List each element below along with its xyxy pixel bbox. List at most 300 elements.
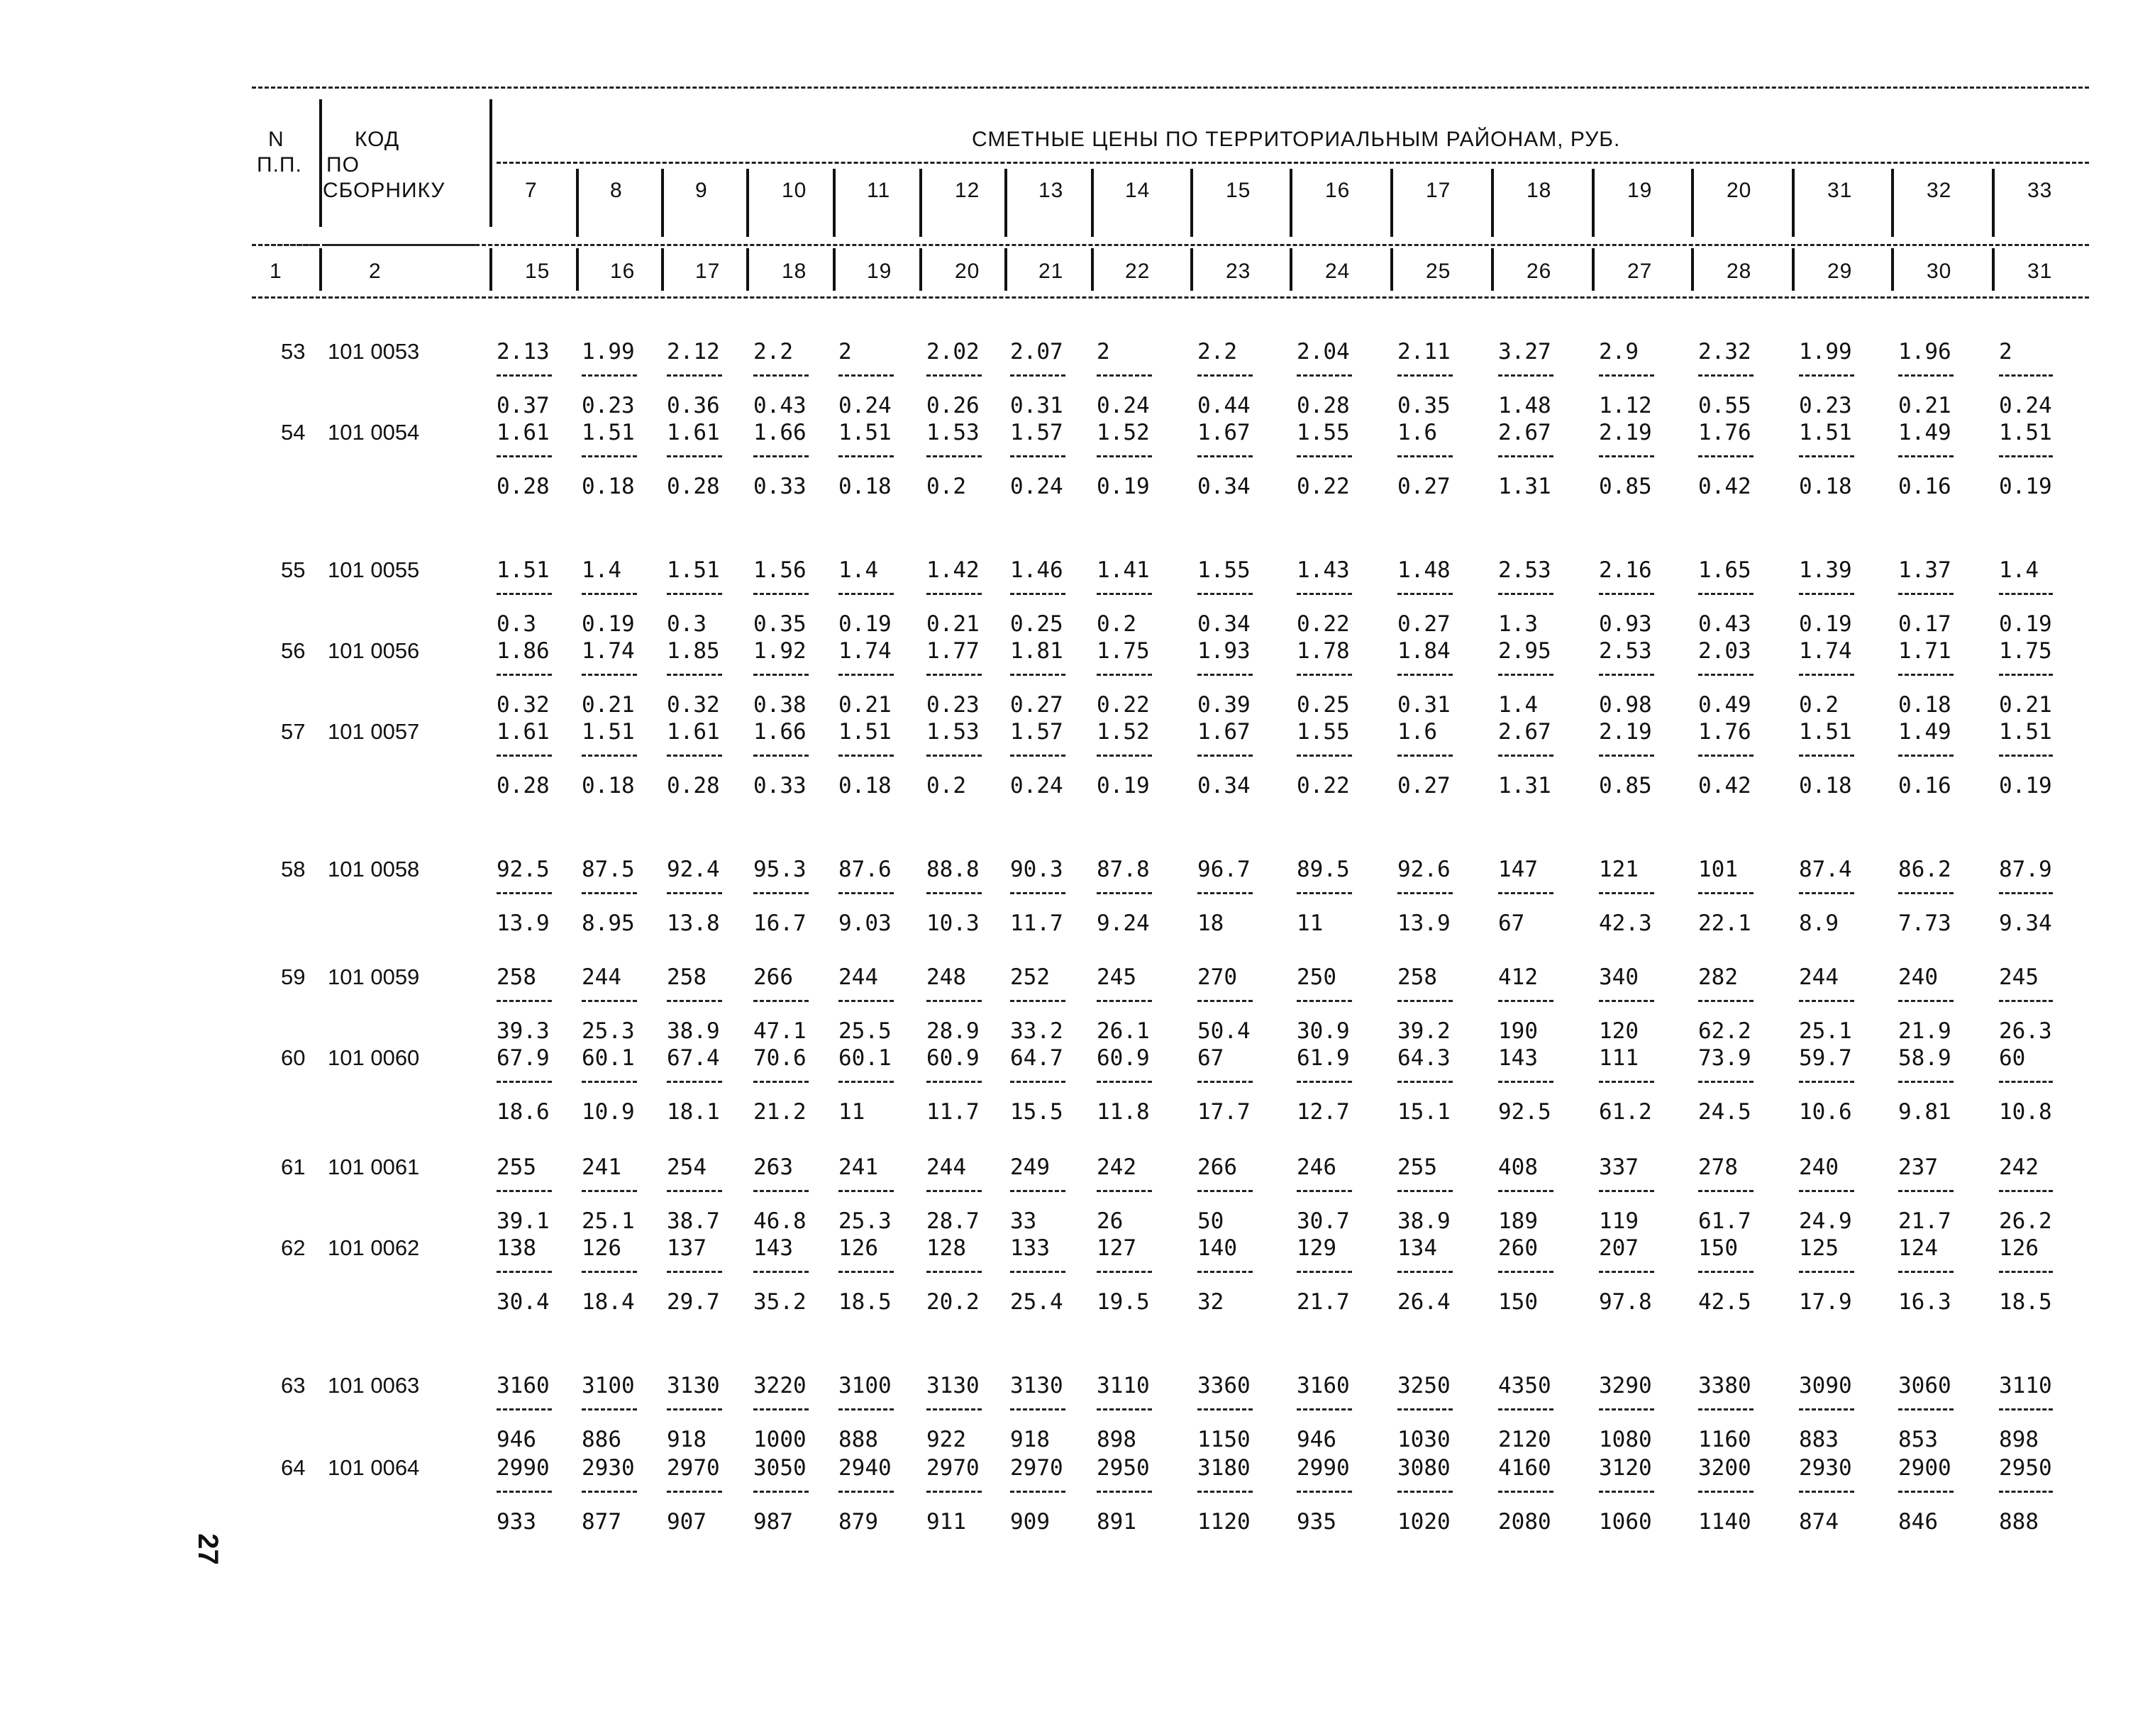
column-divider bbox=[1691, 248, 1694, 291]
index-label: 19 bbox=[867, 260, 892, 283]
price-value: 46.8 bbox=[753, 1208, 807, 1234]
index-label: 28 bbox=[1727, 260, 1752, 283]
index-label: 26 bbox=[1527, 260, 1552, 283]
price-value: 244 bbox=[1799, 964, 1839, 990]
price-value: 7.73 bbox=[1898, 911, 1951, 936]
price-value: 25.5 bbox=[838, 1018, 892, 1044]
price-value: 3130 bbox=[926, 1373, 980, 1398]
row-number: 54 bbox=[281, 420, 306, 445]
price-value: 898 bbox=[1097, 1427, 1136, 1452]
fraction-line bbox=[497, 1081, 552, 1083]
fraction-line bbox=[1010, 593, 1065, 595]
price-value: 0.31 bbox=[1397, 692, 1451, 718]
price-value: 67.4 bbox=[667, 1045, 720, 1071]
fraction-line bbox=[1898, 1408, 1954, 1410]
price-value: 408 bbox=[1498, 1154, 1538, 1180]
price-value: 38.9 bbox=[667, 1018, 720, 1044]
fraction-line bbox=[1010, 674, 1065, 676]
price-value: 340 bbox=[1599, 964, 1639, 990]
fraction-line bbox=[1297, 1408, 1352, 1410]
index-label: 21 bbox=[1038, 260, 1064, 283]
price-value: 1.67 bbox=[1197, 719, 1251, 745]
column-divider bbox=[1592, 169, 1595, 237]
fraction-line bbox=[1698, 1408, 1754, 1410]
fraction-line bbox=[1498, 593, 1553, 595]
price-value: 3060 bbox=[1898, 1373, 1951, 1398]
row-number: 64 bbox=[281, 1455, 306, 1480]
fraction-line bbox=[1698, 374, 1754, 377]
price-value: 0.2 bbox=[1097, 611, 1136, 637]
column-divider bbox=[833, 169, 836, 237]
price-value: 2.11 bbox=[1397, 339, 1451, 365]
price-value: 1.99 bbox=[1799, 339, 1852, 365]
price-value: 1.51 bbox=[497, 557, 550, 583]
price-value: 891 bbox=[1097, 1509, 1136, 1535]
price-value: 240 bbox=[1898, 964, 1938, 990]
price-value: 260 bbox=[1498, 1235, 1538, 1261]
column-pp-label: П.П. bbox=[257, 153, 302, 177]
price-value: 1.76 bbox=[1698, 719, 1751, 745]
price-value: 0.32 bbox=[497, 692, 550, 718]
fraction-line bbox=[582, 1081, 637, 1083]
fraction-line bbox=[1698, 755, 1754, 757]
fraction-line bbox=[497, 755, 552, 757]
price-value: 242 bbox=[1999, 1154, 2039, 1180]
price-value: 0.24 bbox=[1010, 773, 1063, 799]
fraction-line bbox=[1097, 1491, 1152, 1493]
fraction-line bbox=[1498, 674, 1553, 676]
price-value: 20.2 bbox=[926, 1289, 980, 1315]
price-value: 242 bbox=[1097, 1154, 1136, 1180]
fraction-line bbox=[1097, 1190, 1152, 1192]
price-value: 4160 bbox=[1498, 1455, 1551, 1481]
price-value: 26.4 bbox=[1397, 1289, 1451, 1315]
fraction-line bbox=[1097, 674, 1152, 676]
price-value: 0.24 bbox=[838, 393, 892, 418]
price-value: 3220 bbox=[753, 1373, 807, 1398]
price-value: 877 bbox=[582, 1509, 621, 1535]
index-label: 20 bbox=[955, 260, 980, 283]
price-value: 19.5 bbox=[1097, 1289, 1150, 1315]
fraction-line bbox=[1498, 755, 1553, 757]
price-value: 244 bbox=[838, 964, 878, 990]
fraction-line bbox=[667, 1000, 722, 1002]
price-value: 886 bbox=[582, 1427, 621, 1452]
column-divider bbox=[1390, 169, 1393, 237]
price-value: 2 bbox=[1097, 339, 1110, 365]
price-value: 3180 bbox=[1197, 1455, 1251, 1481]
price-value: 4350 bbox=[1498, 1373, 1551, 1398]
column-divider bbox=[576, 248, 579, 291]
price-value: 0.16 bbox=[1898, 773, 1951, 799]
price-value: 11.7 bbox=[1010, 911, 1063, 936]
fraction-line bbox=[497, 892, 552, 894]
fraction-line bbox=[1197, 674, 1253, 676]
price-value: 0.18 bbox=[838, 474, 892, 499]
fraction-line bbox=[1297, 1081, 1352, 1083]
price-value: 92.6 bbox=[1397, 857, 1451, 882]
fraction-line bbox=[1297, 1271, 1352, 1273]
price-value: 2.19 bbox=[1599, 420, 1652, 445]
region-label: 16 bbox=[1325, 179, 1351, 202]
price-value: 147 bbox=[1498, 857, 1538, 882]
price-value: 1.48 bbox=[1397, 557, 1451, 583]
price-value: 137 bbox=[667, 1235, 707, 1261]
fraction-line bbox=[926, 674, 982, 676]
fraction-line bbox=[838, 1000, 894, 1002]
region-label: 31 bbox=[1827, 179, 1853, 202]
price-value: 121 bbox=[1599, 857, 1639, 882]
fraction-line bbox=[497, 1491, 552, 1493]
column-divider bbox=[746, 248, 749, 291]
row-number: 53 bbox=[281, 339, 306, 364]
fraction-line bbox=[1297, 1000, 1352, 1002]
region-label: 15 bbox=[1226, 179, 1251, 202]
price-value: 126 bbox=[582, 1235, 621, 1261]
price-value: 0.21 bbox=[926, 611, 980, 637]
fraction-line bbox=[1898, 1190, 1954, 1192]
price-value: 0.18 bbox=[582, 474, 635, 499]
price-value: 33.2 bbox=[1010, 1018, 1063, 1044]
column-divider bbox=[1004, 169, 1007, 237]
price-value: 89.5 bbox=[1297, 857, 1350, 882]
region-label: 20 bbox=[1727, 179, 1752, 202]
region-label: 19 bbox=[1627, 179, 1653, 202]
price-value: 0.21 bbox=[582, 692, 635, 718]
fraction-line bbox=[1397, 1408, 1453, 1410]
fraction-line bbox=[1297, 755, 1352, 757]
region-label: 18 bbox=[1527, 179, 1552, 202]
row-code: 101 0063 bbox=[328, 1373, 420, 1398]
price-value: 2990 bbox=[497, 1455, 550, 1481]
price-value: 1.31 bbox=[1498, 773, 1551, 799]
fraction-line bbox=[582, 593, 637, 595]
row-code: 101 0061 bbox=[328, 1154, 420, 1179]
fraction-line bbox=[1197, 374, 1253, 377]
price-value: 17.9 bbox=[1799, 1289, 1852, 1315]
fraction-line bbox=[926, 1000, 982, 1002]
price-value: 0.28 bbox=[1297, 393, 1350, 418]
price-value: 1.48 bbox=[1498, 393, 1551, 418]
price-value: 1.61 bbox=[667, 719, 720, 745]
price-value: 28.9 bbox=[926, 1018, 980, 1044]
price-value: 11.8 bbox=[1097, 1099, 1150, 1125]
price-value: 883 bbox=[1799, 1427, 1839, 1452]
row-number: 62 bbox=[281, 1235, 306, 1260]
price-value: 111 bbox=[1599, 1045, 1639, 1071]
fraction-line bbox=[582, 1271, 637, 1273]
price-value: 255 bbox=[497, 1154, 536, 1180]
fraction-line bbox=[1498, 1271, 1553, 1273]
price-value: 0.43 bbox=[753, 393, 807, 418]
price-value: 9.24 bbox=[1097, 911, 1150, 936]
price-value: 18.5 bbox=[1999, 1289, 2052, 1315]
fraction-line bbox=[926, 892, 982, 894]
price-value: 1.52 bbox=[1097, 420, 1150, 445]
index-label: 22 bbox=[1125, 260, 1151, 283]
fraction-line bbox=[1599, 892, 1654, 894]
price-value: 87.9 bbox=[1999, 857, 2052, 882]
price-value: 263 bbox=[753, 1154, 793, 1180]
price-value: 11 bbox=[838, 1099, 865, 1125]
fraction-line bbox=[1799, 1190, 1854, 1192]
fraction-line bbox=[1599, 1000, 1654, 1002]
price-value: 0.22 bbox=[1297, 474, 1350, 499]
price-value: 28.7 bbox=[926, 1208, 980, 1234]
price-value: 60.9 bbox=[1097, 1045, 1150, 1071]
price-value: 38.9 bbox=[1397, 1208, 1451, 1234]
column-divider bbox=[319, 99, 322, 227]
price-value: 60 bbox=[1999, 1045, 2026, 1071]
price-value: 150 bbox=[1498, 1289, 1538, 1315]
price-value: 0.38 bbox=[753, 692, 807, 718]
price-value: 50.4 bbox=[1197, 1018, 1251, 1044]
price-value: 1.84 bbox=[1397, 638, 1451, 664]
fraction-line bbox=[838, 892, 894, 894]
index-label: 25 bbox=[1426, 260, 1451, 283]
price-value: 2900 bbox=[1898, 1455, 1951, 1481]
price-value: 3380 bbox=[1698, 1373, 1751, 1398]
price-value: 1.55 bbox=[1297, 420, 1350, 445]
price-value: 26.2 bbox=[1999, 1208, 2052, 1234]
price-value: 250 bbox=[1297, 964, 1336, 990]
fraction-line bbox=[753, 374, 809, 377]
fraction-line bbox=[1097, 1408, 1152, 1410]
fraction-line bbox=[1010, 455, 1065, 457]
price-value: 918 bbox=[1010, 1427, 1050, 1452]
price-value: 87.6 bbox=[838, 857, 892, 882]
fraction-line bbox=[1799, 674, 1854, 676]
price-value: 13.8 bbox=[667, 911, 720, 936]
fraction-line bbox=[1898, 1000, 1954, 1002]
price-value: 25.4 bbox=[1010, 1289, 1063, 1315]
row-number: 61 bbox=[281, 1154, 306, 1179]
fraction-line bbox=[1397, 1190, 1453, 1192]
fraction-line bbox=[1397, 1271, 1453, 1273]
price-value: 9.34 bbox=[1999, 911, 2052, 936]
fraction-line bbox=[1498, 1081, 1553, 1083]
price-value: 0.43 bbox=[1698, 611, 1751, 637]
fraction-line bbox=[753, 1408, 809, 1410]
price-value: 3200 bbox=[1698, 1455, 1751, 1481]
fraction-line bbox=[1898, 674, 1954, 676]
index-label: 18 bbox=[782, 260, 807, 283]
price-value: 13.9 bbox=[497, 911, 550, 936]
price-value: 2970 bbox=[926, 1455, 980, 1481]
fraction-line bbox=[667, 892, 722, 894]
price-value: 0.21 bbox=[1898, 393, 1951, 418]
column-divider bbox=[919, 169, 922, 237]
price-value: 125 bbox=[1799, 1235, 1839, 1261]
fraction-line bbox=[1898, 755, 1954, 757]
fraction-line bbox=[926, 1408, 982, 1410]
row-code: 101 0053 bbox=[328, 339, 420, 364]
row-code: 101 0054 bbox=[328, 420, 420, 445]
fraction-line bbox=[1197, 1491, 1253, 1493]
region-label: 14 bbox=[1125, 179, 1151, 202]
column-divider bbox=[833, 248, 836, 291]
price-value: 0.19 bbox=[1999, 474, 2052, 499]
price-value: 3130 bbox=[1010, 1373, 1063, 1398]
price-value: 3110 bbox=[1999, 1373, 2052, 1398]
fraction-line bbox=[753, 1491, 809, 1493]
price-value: 26.3 bbox=[1999, 1018, 2052, 1044]
price-value: 138 bbox=[497, 1235, 536, 1261]
price-value: 0.36 bbox=[667, 393, 720, 418]
column-divider bbox=[1891, 248, 1894, 291]
price-value: 2.9 bbox=[1599, 339, 1639, 365]
price-value: 70.6 bbox=[753, 1045, 807, 1071]
fraction-line bbox=[1698, 1491, 1754, 1493]
header-rule bbox=[497, 162, 2089, 164]
fraction-line bbox=[1097, 1000, 1152, 1002]
price-value: 134 bbox=[1397, 1235, 1437, 1261]
column-divider bbox=[1190, 248, 1193, 291]
row-number: 58 bbox=[281, 857, 306, 881]
fraction-line bbox=[497, 374, 552, 377]
price-value: 2.95 bbox=[1498, 638, 1551, 664]
price-value: 1060 bbox=[1599, 1509, 1652, 1535]
price-value: 1.51 bbox=[1799, 420, 1852, 445]
fraction-line bbox=[1498, 374, 1553, 377]
price-value: 2.53 bbox=[1599, 638, 1652, 664]
price-value: 67 bbox=[1498, 911, 1525, 936]
price-value: 935 bbox=[1297, 1509, 1336, 1535]
price-value: 1.51 bbox=[1799, 719, 1852, 745]
price-value: 3160 bbox=[497, 1373, 550, 1398]
price-value: 0.27 bbox=[1397, 773, 1451, 799]
row-number: 57 bbox=[281, 719, 306, 744]
price-value: 249 bbox=[1010, 1154, 1050, 1180]
fraction-line bbox=[1799, 593, 1854, 595]
price-value: 0.19 bbox=[582, 611, 635, 637]
price-value: 0.22 bbox=[1097, 692, 1150, 718]
price-value: 254 bbox=[667, 1154, 707, 1180]
price-value: 0.24 bbox=[1097, 393, 1150, 418]
header-rule bbox=[252, 244, 2089, 246]
price-value: 2120 bbox=[1498, 1427, 1551, 1452]
price-value: 252 bbox=[1010, 964, 1050, 990]
price-value: 1.46 bbox=[1010, 557, 1063, 583]
price-value: 8.9 bbox=[1799, 911, 1839, 936]
price-value: 1.4 bbox=[582, 557, 621, 583]
fraction-line bbox=[1297, 374, 1352, 377]
price-value: 15.5 bbox=[1010, 1099, 1063, 1125]
fraction-line bbox=[1698, 1190, 1754, 1192]
region-label: 10 bbox=[782, 179, 807, 202]
page-number: 27 bbox=[192, 1533, 223, 1565]
fraction-line bbox=[582, 374, 637, 377]
region-label: 32 bbox=[1927, 179, 1952, 202]
column-divider bbox=[661, 169, 664, 237]
fraction-line bbox=[1599, 455, 1654, 457]
price-value: 0.16 bbox=[1898, 474, 1951, 499]
price-value: 42.3 bbox=[1599, 911, 1652, 936]
price-value: 0.2 bbox=[926, 773, 966, 799]
price-value: 1.77 bbox=[926, 638, 980, 664]
row-code: 101 0057 bbox=[328, 719, 420, 744]
price-value: 1.75 bbox=[1097, 638, 1150, 664]
price-value: 1.12 bbox=[1599, 393, 1652, 418]
column-divider bbox=[1290, 169, 1292, 237]
price-value: 120 bbox=[1599, 1018, 1639, 1044]
price-value: 246 bbox=[1297, 1154, 1336, 1180]
price-value: 64.7 bbox=[1010, 1045, 1063, 1071]
price-value: 1.96 bbox=[1898, 339, 1951, 365]
price-value: 1.51 bbox=[667, 557, 720, 583]
price-value: 10.8 bbox=[1999, 1099, 2052, 1125]
price-value: 1.61 bbox=[667, 420, 720, 445]
fraction-line bbox=[838, 674, 894, 676]
fraction-line bbox=[1698, 593, 1754, 595]
price-value: 39.1 bbox=[497, 1208, 550, 1234]
index-label: 31 bbox=[2027, 260, 2053, 283]
price-value: 87.4 bbox=[1799, 857, 1852, 882]
fraction-line bbox=[1698, 1271, 1754, 1273]
fraction-line bbox=[1397, 374, 1453, 377]
index-label: 30 bbox=[1927, 260, 1952, 283]
column-divider bbox=[1491, 169, 1494, 237]
price-value: 987 bbox=[753, 1509, 793, 1535]
price-value: 258 bbox=[1397, 964, 1437, 990]
price-value: 2.2 bbox=[1197, 339, 1237, 365]
column-divider bbox=[1390, 248, 1393, 291]
price-value: 1.61 bbox=[497, 719, 550, 745]
fraction-line bbox=[1010, 1000, 1065, 1002]
fraction-line bbox=[497, 1271, 552, 1273]
price-value: 0.31 bbox=[1010, 393, 1063, 418]
fraction-line bbox=[926, 374, 982, 377]
index-label: 24 bbox=[1325, 260, 1351, 283]
price-value: 1.37 bbox=[1898, 557, 1951, 583]
price-value: 30.4 bbox=[497, 1289, 550, 1315]
fraction-line bbox=[1010, 374, 1065, 377]
fraction-line bbox=[1599, 1408, 1654, 1410]
price-value: 282 bbox=[1698, 964, 1738, 990]
price-value: 1.55 bbox=[1297, 719, 1350, 745]
region-label: 11 bbox=[867, 179, 891, 202]
price-value: 2.67 bbox=[1498, 420, 1551, 445]
price-value: 0.33 bbox=[753, 474, 807, 499]
price-value: 1.57 bbox=[1010, 719, 1063, 745]
price-value: 30.7 bbox=[1297, 1208, 1350, 1234]
price-value: 278 bbox=[1698, 1154, 1738, 1180]
price-value: 1.86 bbox=[497, 638, 550, 664]
fraction-line bbox=[753, 1190, 809, 1192]
price-value: 0.3 bbox=[667, 611, 707, 637]
price-value: 60.9 bbox=[926, 1045, 980, 1071]
price-value: 245 bbox=[1999, 964, 2039, 990]
price-value: 933 bbox=[497, 1509, 536, 1535]
price-value: 0.25 bbox=[1297, 692, 1350, 718]
price-value: 241 bbox=[838, 1154, 878, 1180]
row-code: 101 0058 bbox=[328, 857, 420, 881]
price-value: 1080 bbox=[1599, 1427, 1652, 1452]
row-code: 101 0062 bbox=[328, 1235, 420, 1260]
price-value: 21.7 bbox=[1898, 1208, 1951, 1234]
fraction-line bbox=[1297, 593, 1352, 595]
fraction-line bbox=[582, 674, 637, 676]
fraction-line bbox=[1799, 1491, 1854, 1493]
index-label: 27 bbox=[1627, 260, 1653, 283]
price-value: 1.74 bbox=[582, 638, 635, 664]
fraction-line bbox=[753, 755, 809, 757]
price-value: 0.21 bbox=[838, 692, 892, 718]
price-value: 1.3 bbox=[1498, 611, 1538, 637]
region-label: 7 bbox=[525, 179, 538, 202]
fraction-line bbox=[1498, 1408, 1553, 1410]
fraction-line bbox=[1599, 1190, 1654, 1192]
